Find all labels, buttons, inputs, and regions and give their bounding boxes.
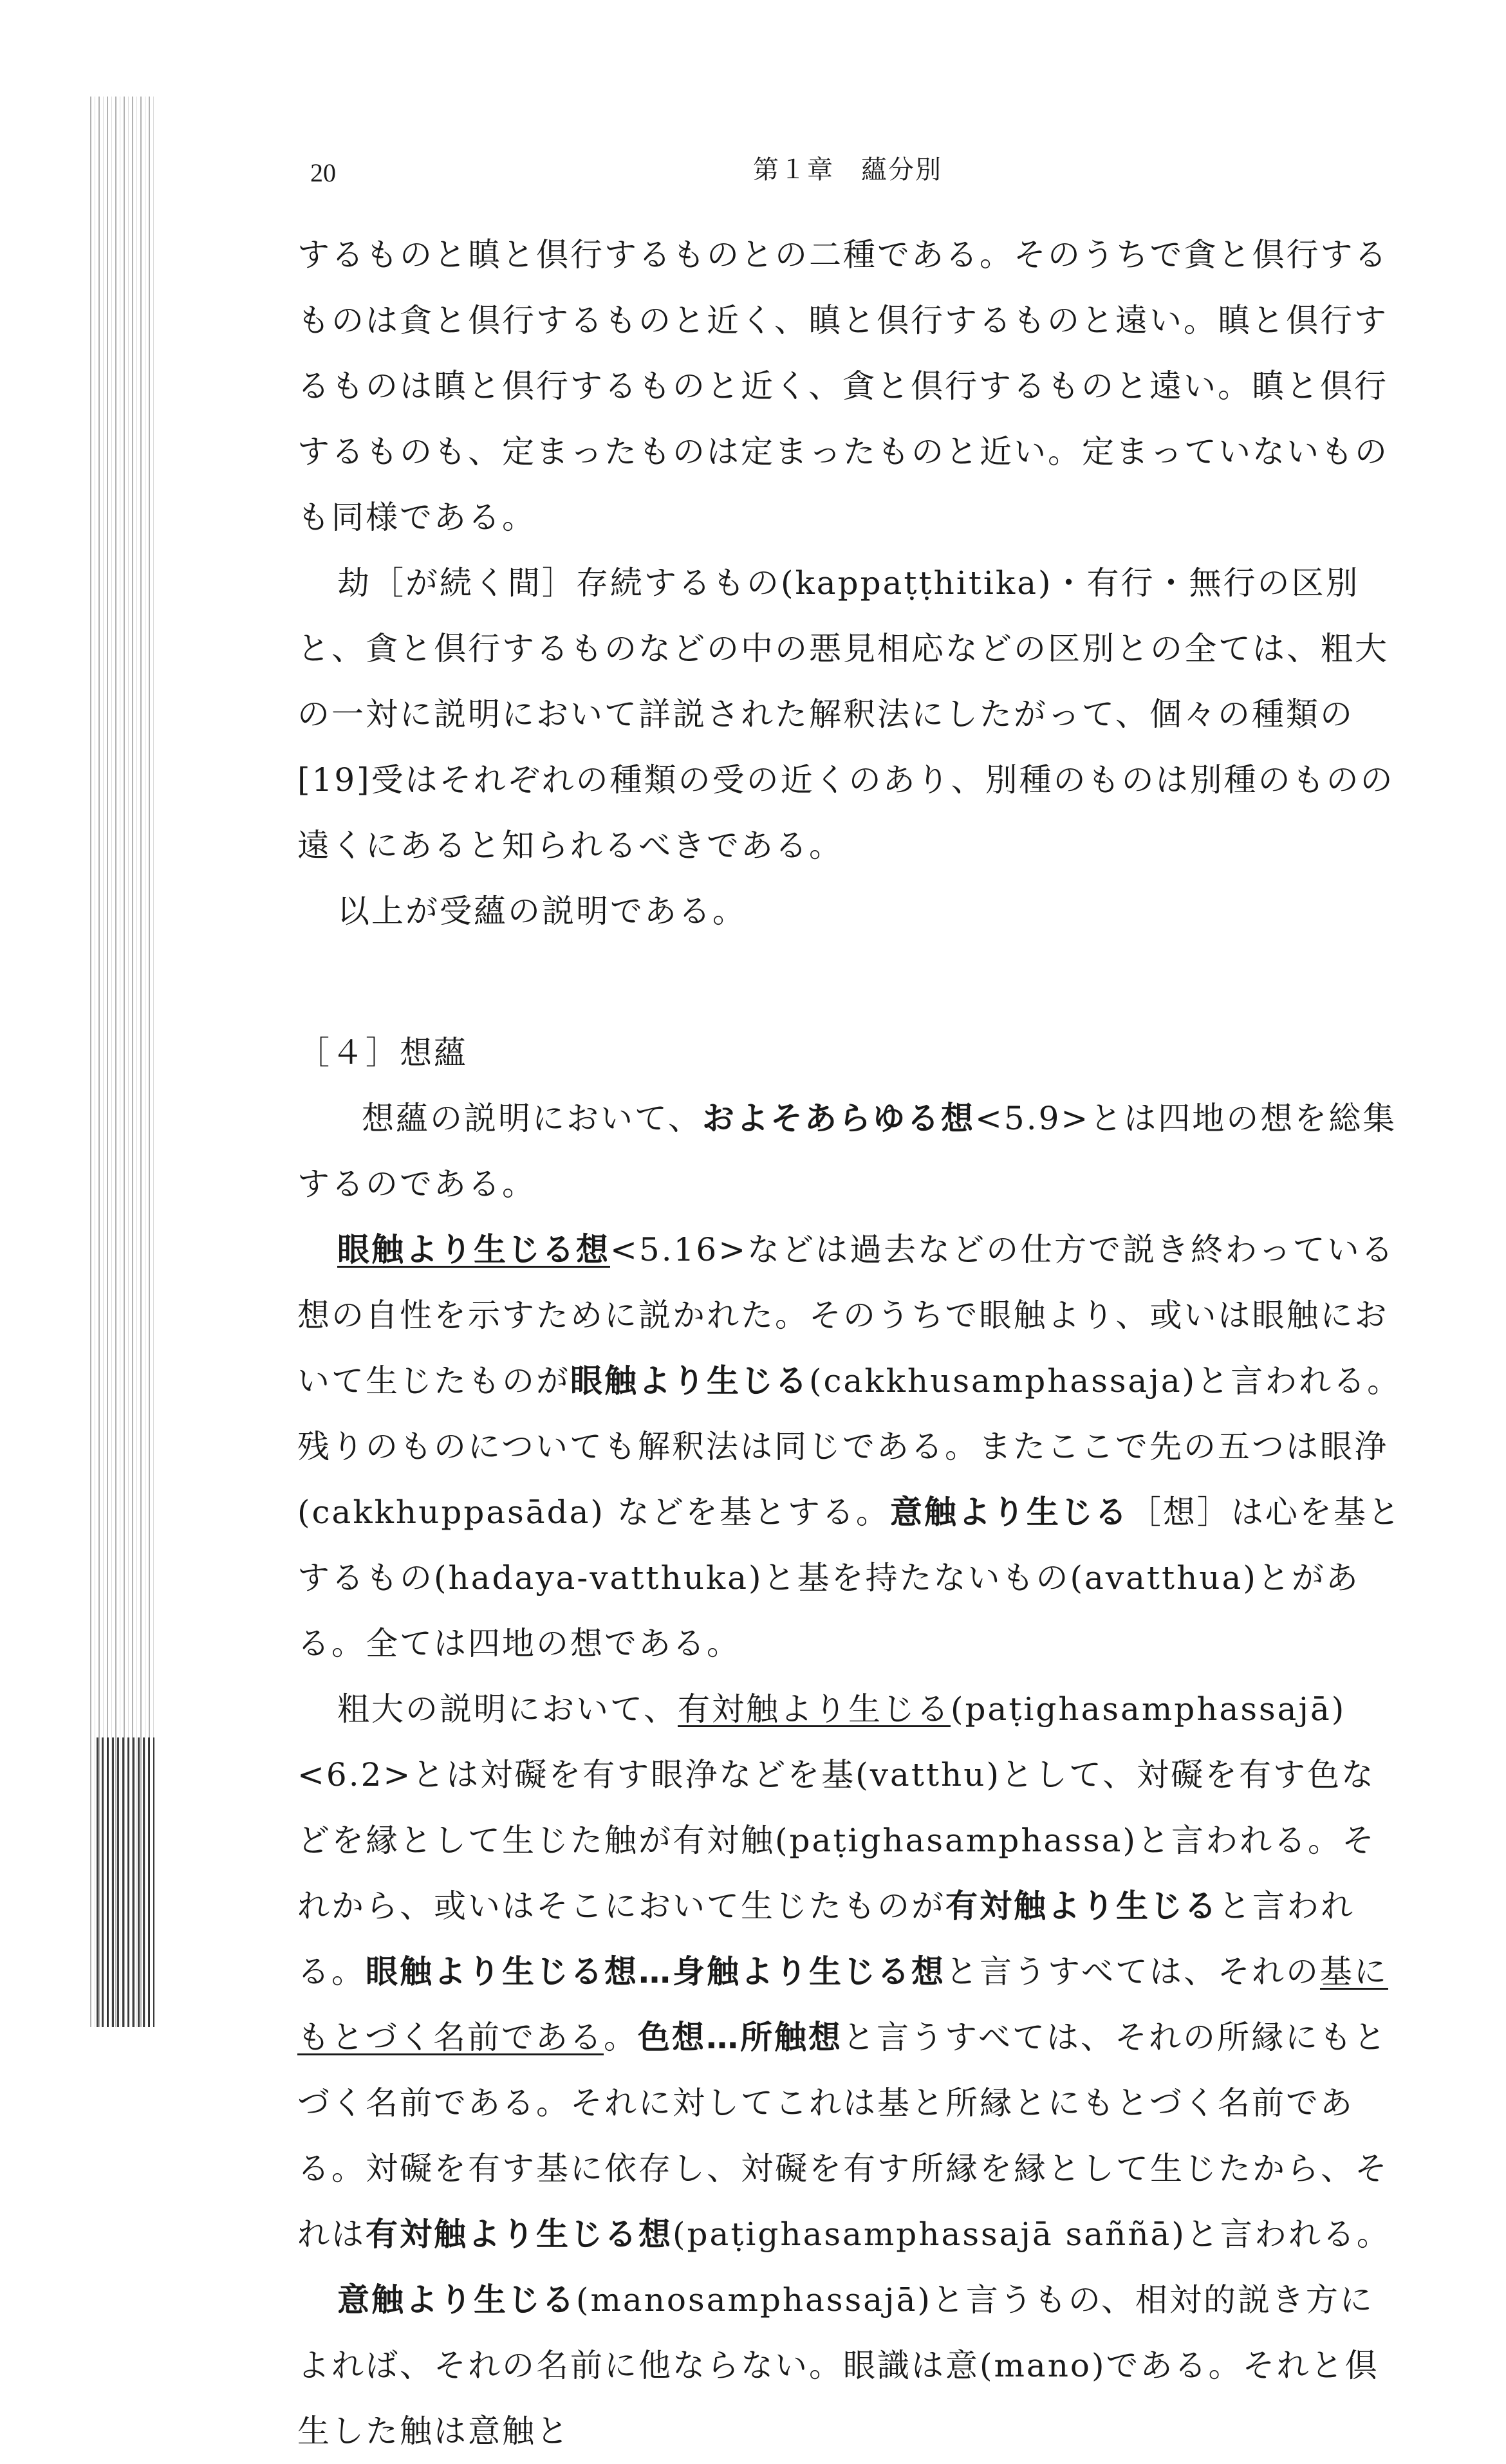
text-run: と言われる。 xyxy=(297,1887,1355,1990)
paragraph-7 xyxy=(297,2267,1404,2464)
running-head: 第１章 蘊分別 xyxy=(753,155,942,185)
bold-term: 有対触より生じる xyxy=(945,1887,1218,1925)
underlined-term: 基にもとづく名前である xyxy=(297,1953,1388,2056)
text-run: 。 xyxy=(604,2019,638,2056)
underlined-term: 有対触より生じる xyxy=(678,1691,951,1728)
text-run: と言うすべては、それの所縁にもとづく名前である。それに対してこれは基と所縁とにもとづく名前である。対礙を有す基に依存し、対礙を有す所縁を縁として生じたから、それは xyxy=(297,2019,1389,2253)
text-run: <5.16>などは過去などの仕方で説き終わっている想の自性を示すために説かれた。そのうちで眼触より、或いは眼触において生じたものが xyxy=(297,1231,1395,1400)
bold-term: 色想…所触想 xyxy=(638,2019,842,2056)
paragraph-5 xyxy=(297,1217,1404,1676)
underlined-bold-term: 眼触より生じる想 xyxy=(337,1231,610,1268)
bold-term: 意触より生じる xyxy=(889,1494,1129,1531)
book-spine-shadow-dark xyxy=(97,1737,154,2027)
text-run: ［想］は心を基とするもの(hadaya-vatthuka)と基を持たないもの(avatthua)とがある。全ては四地の想である。 xyxy=(297,1494,1402,1662)
bold-term: 意触より生じる xyxy=(337,2281,576,2319)
text-run: (paṭighasamphassajā)<6.2>とは対礙を有す眼浄などを基(vatthu)として、対礙を有す色などを縁として生じた触が有対触(paṭighasamphassa)と言われる。それから、或いはそこにおいて生じたものが xyxy=(297,1691,1376,1925)
page-number: 20 xyxy=(310,158,336,187)
bold-term: 有対触より生じる想 xyxy=(366,2216,673,2253)
bold-term: 眼触より生じる xyxy=(570,1362,809,1400)
bold-term: 眼触より生じる想…身触より生じる想 xyxy=(366,1953,945,1990)
text-run: と言うすべては、それの xyxy=(945,1953,1320,1990)
section-heading: ［４］想蘊 xyxy=(297,1034,468,1071)
paragraph-2: 劫［が続く間］存続するもの(kappaṭṭhitika)・有行・無行の区別と、貪と倶行するものなどの中の悪見相応などの区別との全ては、粗大の一対に説明において詳説された解釈法にしたがって、個々の種類の[19]受はそれぞれの種類の受の近くのあり、別種のものは別種のものの遠くにあると知られるべきである。 xyxy=(297,564,1395,864)
text-run: (cakkhusamphassaja)と言われる。残りのものについても解釈法は同じである。またここで先の五つは眼浄(cakkhuppasāda) などを基とする。 xyxy=(297,1362,1402,1531)
paragraph-3: 以上が受蘊の説明である。 xyxy=(337,893,747,930)
paragraph-1: するものと瞋と倶行するものとの二種である。そのうちで貪と倶行するものは貪と倶行するものと近く、瞋と倶行するものと遠い。瞋と倶行するものは瞋と倶行するものと近く、貪と倶行するものと遠い。瞋と倶行するものも、定まったものは定まったものと近い。定まっていないものも同様である。 xyxy=(297,236,1389,536)
text-run: 粗大の説明において、 xyxy=(337,1691,678,1728)
body-text xyxy=(297,222,1404,2464)
text-run: (paṭighasamphassajā saññā)と言われる。 xyxy=(673,2216,1391,2253)
text-run: <5.9>とは四地の想を総集するのである。 xyxy=(297,1100,1397,1203)
paragraph-4 xyxy=(297,1086,1404,1217)
section-gap xyxy=(297,944,1404,1020)
text-run: 想蘊の説明において、 xyxy=(362,1100,702,1137)
text-run: (manosamphassajā)と言うもの、相対的説き方によれば、それの名前に他ならない。眼識は意(mano)である。それと倶生した触は意触と xyxy=(297,2281,1379,2450)
paragraph-6 xyxy=(297,1676,1404,2267)
bold-term: およそあらゆる想 xyxy=(702,1100,975,1137)
